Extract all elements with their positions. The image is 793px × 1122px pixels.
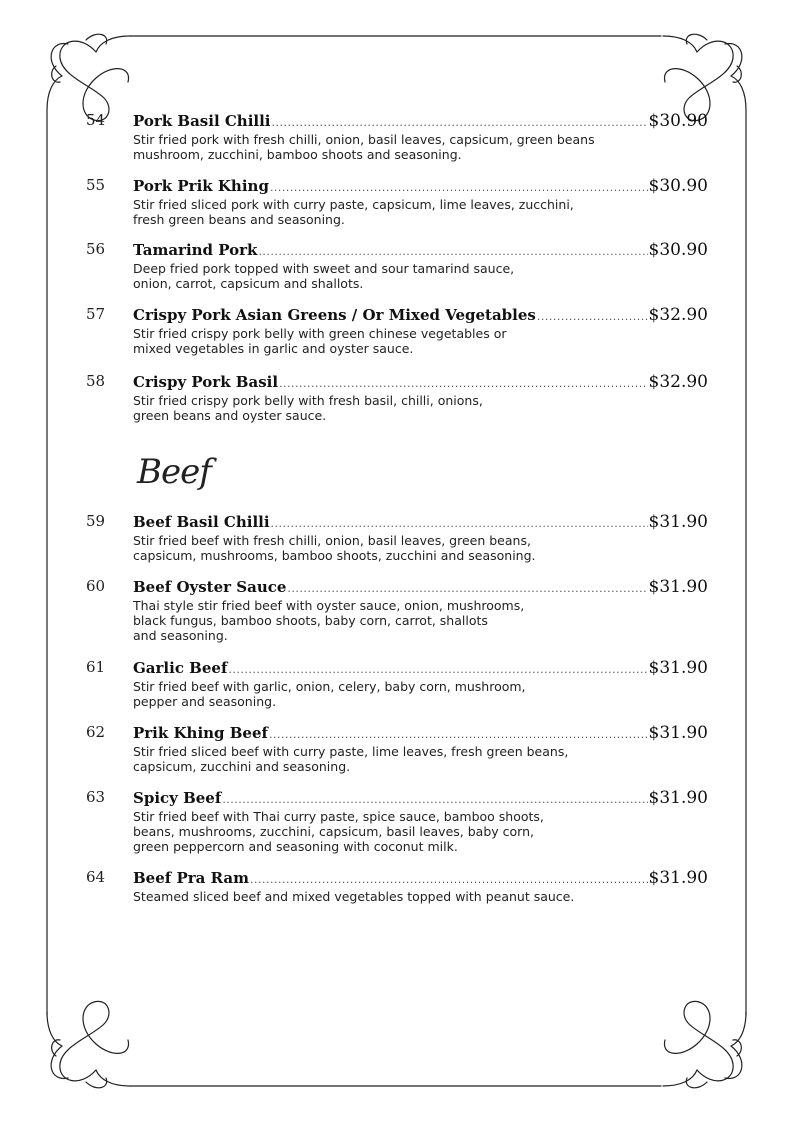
item-name: Prik Khing Beef [133,724,268,742]
item-number: 56 [86,240,106,258]
item-price: $31.90 [648,723,708,743]
dot-leader [222,793,647,806]
description-line: black fungus, bamboo shoots, baby corn, carrot, shallots [133,613,488,628]
item-name: Pork Prik Khing [133,177,269,195]
item-header [133,868,708,888]
dot-leader [287,582,647,595]
dot-leader [270,181,648,194]
item-name: Beef Basil Chilli [133,513,270,531]
description-line: Stir fried crispy pork belly with fresh basil, chilli, onions, [133,393,483,408]
description-line: Stir fried beef with garlic, onion, celery, baby corn, mushroom, [133,679,526,694]
item-header [133,372,708,392]
description-line: fresh green beans and seasoning. [133,212,345,227]
item-description [133,132,653,162]
item-price: $30.90 [648,111,708,131]
item-header [133,723,708,743]
item-price: $30.90 [648,240,708,260]
item-number: 60 [86,577,106,595]
description-line: pepper and seasoning. [133,694,277,709]
description-line: and seasoning. [133,628,228,643]
description-line: Stir fried beef with Thai curry paste, spice sauce, bamboo shoots, [133,809,544,824]
dot-leader [271,517,648,530]
item-description [133,261,653,291]
item-price: $31.90 [648,512,708,532]
item-header [133,176,708,196]
item-price: $31.90 [648,868,708,888]
item-header [133,577,708,597]
item-number: 63 [86,788,106,806]
item-price: $30.90 [648,176,708,196]
item-name: Tamarind Pork [133,241,258,259]
item-description [133,679,653,709]
item-description [133,533,653,563]
item-name: Crispy Pork Basil [133,373,279,391]
item-price: $31.90 [648,577,708,597]
dot-leader [228,663,647,676]
dot-leader [537,310,648,323]
item-price: $32.90 [648,305,708,325]
item-number: 57 [86,305,106,323]
item-header [133,788,708,808]
item-number: 58 [86,372,106,390]
description-line: Stir fried pork with fresh chilli, onion, basil leaves, capsicum, green beans [133,132,595,147]
dot-leader [279,377,647,390]
section-title: Beef [137,452,211,492]
description-line: mushroom, zucchini, bamboo shoots and seasoning. [133,147,462,162]
item-description [133,393,653,423]
description-line: Thai style stir fried beef with oyster sauce, onion, mushrooms, [133,598,525,613]
dot-leader [258,245,647,258]
item-name: Spicy Beef [133,789,222,807]
item-header [133,658,708,678]
dot-leader [250,873,648,886]
item-description [133,598,653,643]
item-header [133,305,708,325]
item-price: $32.90 [648,372,708,392]
description-line: green peppercorn and seasoning with coconut milk. [133,839,458,854]
item-price: $31.90 [648,788,708,808]
description-line: Stir fried beef with fresh chilli, onion, basil leaves, green beans, [133,533,531,548]
item-number: 55 [86,176,106,194]
item-number: 59 [86,512,106,530]
description-line: Steamed sliced beef and mixed vegetables topped with peanut sauce. [133,889,575,904]
item-number: 62 [86,723,106,741]
item-number: 64 [86,868,106,886]
description-line: beans, mushrooms, zucchini, capsicum, basil leaves, baby corn, [133,824,534,839]
item-description [133,889,653,904]
item-header [133,240,708,260]
description-line: onion, carrot, capsicum and shallots. [133,276,364,291]
item-header [133,111,708,131]
description-line: Stir fried sliced beef with curry paste, lime leaves, fresh green beans, [133,744,569,759]
description-line: capsicum, mushrooms, bamboo shoots, zucchini and seasoning. [133,548,536,563]
dot-leader [269,728,648,741]
item-description [133,809,653,854]
item-name: Pork Basil Chilli [133,112,271,130]
item-number: 54 [86,111,106,129]
item-name: Garlic Beef [133,659,228,677]
description-line: capsicum, zucchini and seasoning. [133,759,351,774]
description-line: green beans and oyster sauce. [133,408,327,423]
item-price: $31.90 [648,658,708,678]
description-line: Stir fried sliced pork with curry paste, capsicum, lime leaves, zucchini, [133,197,574,212]
description-line: Stir fried crispy pork belly with green chinese vegetables or [133,326,507,341]
item-name: Beef Pra Ram [133,869,249,887]
item-description [133,744,653,774]
item-header [133,512,708,532]
description-line: Deep fried pork topped with sweet and sour tamarind sauce, [133,261,515,276]
item-name: Beef Oyster Sauce [133,578,287,596]
dot-leader [272,116,648,129]
item-number: 61 [86,658,106,676]
description-line: mixed vegetables in garlic and oyster sauce. [133,341,414,356]
item-name: Crispy Pork Asian Greens / Or Mixed Vegetables [133,306,536,324]
item-description [133,197,653,227]
item-description [133,326,653,356]
